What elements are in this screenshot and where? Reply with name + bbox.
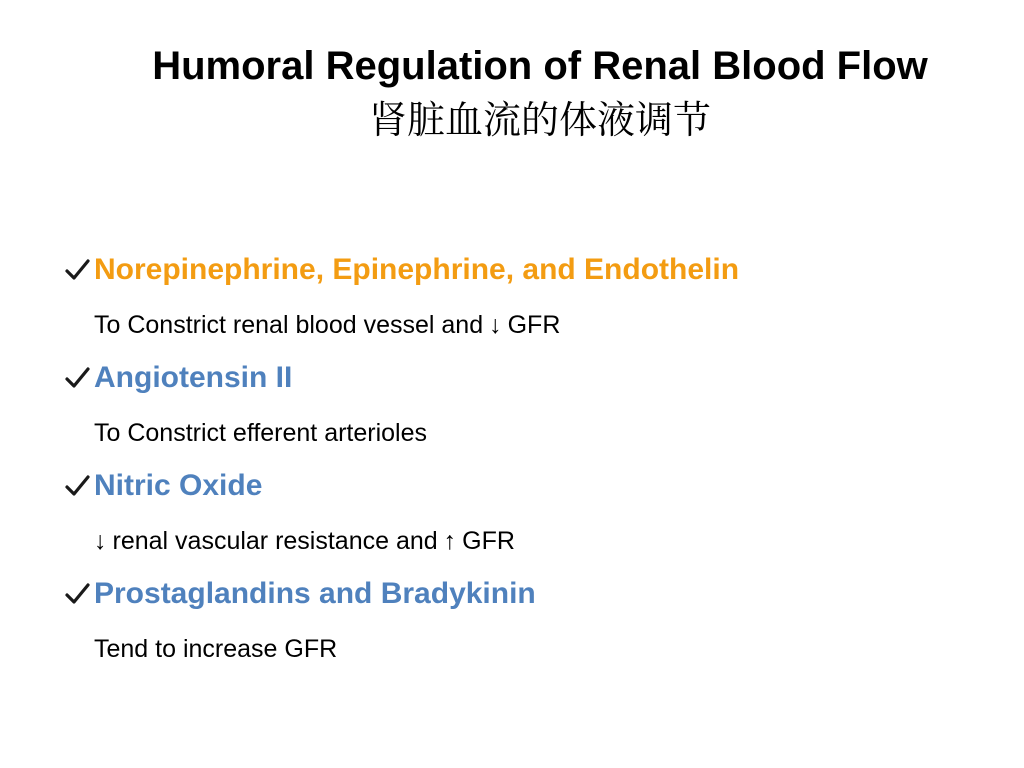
checkmark-icon — [62, 471, 92, 501]
bullet-subtext — [94, 526, 1002, 556]
checkmark-icon — [62, 255, 92, 285]
subtext-part: To Constrict renal blood vessel and — [94, 311, 484, 339]
bullet-subtext — [94, 418, 1002, 448]
subtext-part: To Constrict efferent arterioles — [94, 419, 428, 447]
bullet-subtext — [94, 634, 1002, 664]
bullet-heading: Norepinephrine, Epinephrine, and Endothelin — [94, 253, 740, 286]
down-arrow-icon: ↓ — [489, 311, 502, 339]
subtext-part: renal vascular resistance and — [112, 527, 438, 555]
subtext-part: GFR — [507, 311, 561, 339]
up-arrow-icon: ↑ — [443, 527, 457, 555]
bullet-heading: Prostaglandins and Bradykinin — [94, 577, 536, 610]
bullet-item-norepinephrine — [62, 248, 1002, 340]
bullet-item-angiotensin — [62, 356, 1002, 448]
subtext-part: Tend to increase GFR — [94, 635, 338, 663]
checkmark-icon — [62, 363, 92, 393]
bullet-subtext — [94, 310, 1002, 340]
title-chinese: 肾脏血流的体液调节 — [368, 98, 711, 142]
bullet-item-prostaglandins — [62, 572, 1002, 664]
bullet-heading: Nitric Oxide — [94, 469, 263, 502]
subtext-part: GFR — [462, 527, 515, 555]
bullet-heading: Angiotensin II — [94, 361, 293, 394]
title-english: Humoral Regulation of Renal Blood Flow — [152, 44, 928, 88]
slide-title — [60, 40, 1020, 146]
bullet-list — [62, 248, 1002, 680]
bullet-item-nitric-oxide — [62, 464, 1002, 556]
checkmark-icon — [62, 579, 92, 609]
down-arrow-icon: ↓ — [94, 527, 107, 555]
